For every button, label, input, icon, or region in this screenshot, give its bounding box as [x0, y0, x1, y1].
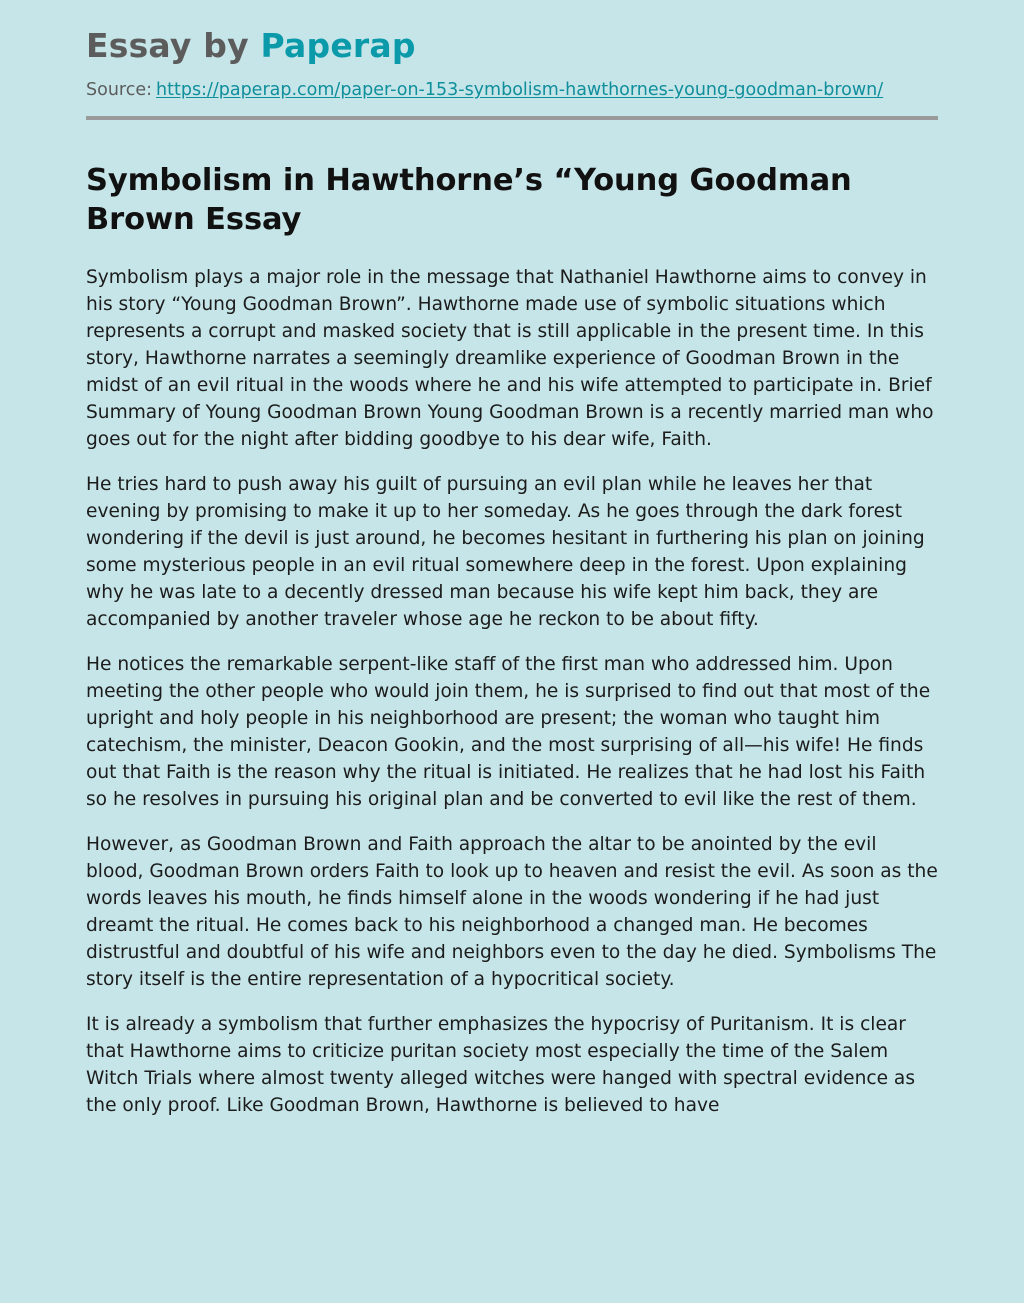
- brand-name: Paperap: [260, 26, 416, 65]
- source-line: [86, 79, 938, 102]
- page-title: Symbolism in Hawthorne’s “Young Goodman Brown Essay: [86, 163, 852, 237]
- brand-prefix: Essay by: [86, 26, 249, 65]
- source-url-link[interactable]: https://paperap.com/paper-on-153-symbolism-hawthornes-young-goodman-brown/: [156, 80, 884, 101]
- article-paragraph: Symbolism plays a major role in the message that Nathaniel Hawthorne aims to convey in his story “Young Goodman Brown”. Hawthorne made use of symbolic situations which represents a corrupt and masked society that is still applicable in the present time. In this story, Hawthorne narrates a seemingly dreamlike experience of Goodman Brown in the midst of an evil ritual in the woods where he and his wife attempted to participate in. Brief Summary of Young Goodman Brown Young Goodman Brown is a recently married man who goes out for the night after bidding goodbye to his dear wife, Faith.: [86, 267, 934, 451]
- article: [0, 162, 1024, 1119]
- site-header: [0, 0, 1024, 120]
- article-body: [86, 264, 938, 1119]
- article-paragraph: However, as Goodman Brown and Faith approach the altar to be anointed by the evil blood, Goodman Brown orders Faith to look up to heaven and resist the evil. As soon as the words leaves his mouth, he finds himself alone in the woods wondering if he had just dreamt the ritual. He comes back to his neighborhood a changed man. He becomes distrustful and doubtful of his wife and neighbors even to the day he died. Symbolisms The story itself is the entire representation of a hypocritical society.: [86, 834, 938, 991]
- brand-title: [86, 26, 938, 66]
- header-divider: [86, 116, 938, 120]
- article-paragraph: He notices the remarkable serpent-like staff of the first man who addressed him. Upon meeting the other people who would join them, he is surprised to find out that most of the upright and holy people in his neighborhood are present; the woman who taught him catechism, the minister, Deacon Gookin, and the most surprising of all—his wife! He finds out that Faith is the reason why the ritual is initiated. He realizes that he had lost his Faith so he resolves in pursuing his original plan and be converted to evil like the rest of them.: [86, 654, 931, 811]
- article-paragraph: It is already a symbolism that further emphasizes the hypocrisy of Puritanism. It is clear that Hawthorne aims to criticize puritan society most especially the time of the Salem Witch Trials where almost twenty alleged witches were hanged with spectral evidence as the only proof. Like Goodman Brown, Hawthorne is believed to have: [86, 1014, 916, 1117]
- source-label: Source:: [86, 80, 153, 101]
- article-paragraph: He tries hard to push away his guilt of pursuing an evil plan while he leaves her that evening by promising to make it up to her someday. As he goes through the dark forest wondering if the devil is just around, he becomes hesitant in furthering his plan on joining some mysterious people in an evil ritual somewhere deep in the forest. Upon explaining why he was late to a decently dressed man because his wife kept him back, they are accompanied by another traveler whose age he reckon to be about fifty.: [86, 474, 925, 631]
